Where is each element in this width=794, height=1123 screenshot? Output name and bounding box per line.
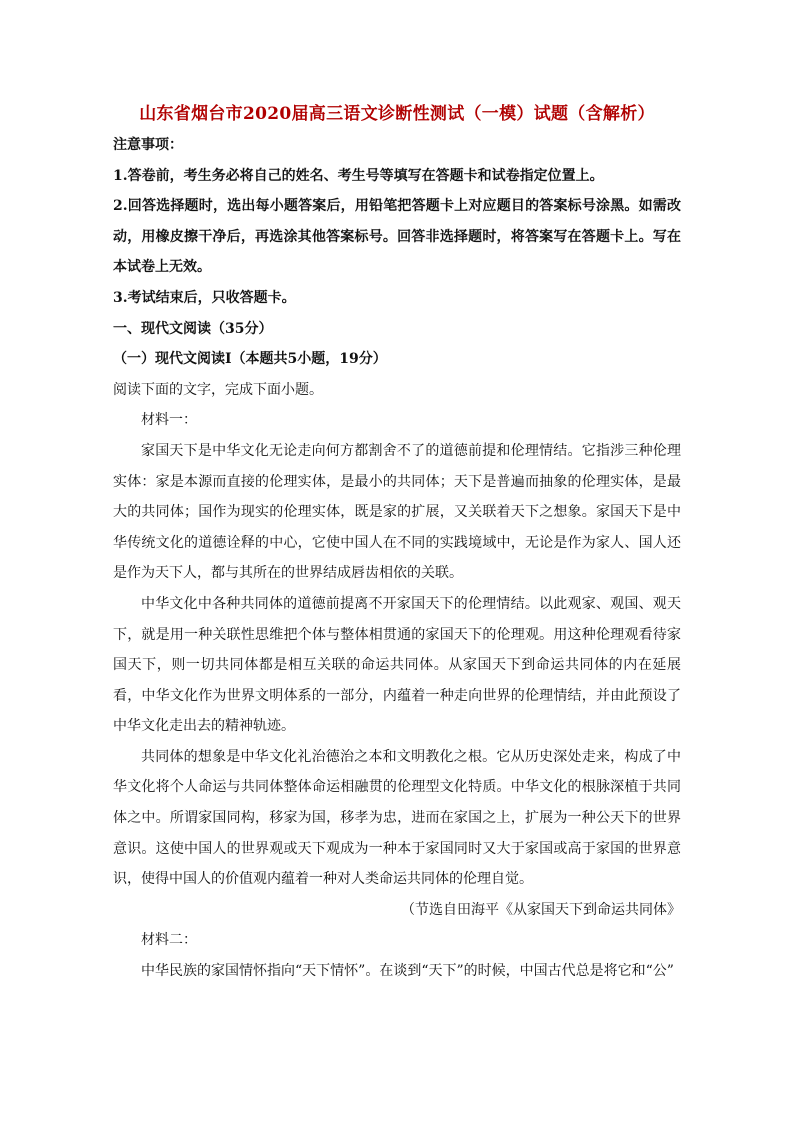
notice-item-1: 1.答卷前，考生务必将自己的姓名、考生号等填写在答题卡和试卷指定位置上。 bbox=[113, 167, 604, 184]
material-one-label: 材料一： bbox=[141, 412, 197, 429]
material-one-source: （节选自田海平《从家国天下到命运共同体》 bbox=[401, 901, 681, 918]
notice-heading: 注意事项： bbox=[113, 137, 183, 153]
material-two-paragraph-1: 中华民族的家国情怀指向“天下情怀”。在谈到“天下”的时候，中国古代总是将它和“公” bbox=[141, 963, 674, 980]
material-two-label: 材料二： bbox=[141, 932, 197, 949]
document-page bbox=[113, 100, 681, 987]
section-heading: 一、现代文阅读（35分） bbox=[113, 320, 273, 337]
material-one-paragraph-1: 家国天下是中华文化无论走向何方都割舍不了的道德前提和伦理情结。它指涉三种伦理实体：家是本源而直接的伦理实体，是最小的共同体；天下是普遍而抽象的伦理实体，是最大的共同体；国作为现实的伦理实体，既是家的扩展，又关联着天下之想象。家国天下是中华传统文化的道德诠释的中心，它使中国人在不同的实践境域中，无论是作为家人、国人还是作为天下人，都与其所在的世界结成唇齿相依的关联。 bbox=[113, 442, 681, 582]
notice-item-2: 2.回答选择题时，选出每小题答案后，用铅笔把答题卡上对应题目的答案标号涂黑。如需改动，用橡皮擦干净后，再选涂其他答案标号。回答非选择题时，将答案写在答题卡上。写在本试卷上无效。 bbox=[113, 198, 681, 276]
material-one-paragraph-2: 中华文化中各种共同体的道德前提离不开家国天下的伦理情结。以此观家、观国、观天下，就是用一种关联性思维把个体与整体相贯通的家国天下的伦理观。用这种伦理观看待家国天下，则一切共同体都是相互关联的命运共同体。从家国天下到命运共同体的内在延展看，中华文化作为世界文明体系的一部分，内蕴着一种走向世界的伦理情结，并由此预设了中华文化走出去的精神轨迹。 bbox=[113, 595, 681, 735]
reading-instruction: 阅读下面的文字，完成下面小题。 bbox=[113, 381, 323, 398]
document-title: 山东省烟台市2020届高三语文诊断性测试（一模）试题（含解析） bbox=[139, 104, 655, 124]
subsection-heading: （一）现代文阅读Ⅰ（本题共5小题，19分） bbox=[113, 351, 387, 368]
notice-item-3: 3.考试结束后，只收答题卡。 bbox=[113, 289, 296, 306]
material-one-paragraph-3: 共同体的想象是中华文化礼治德治之本和文明教化之根。它从历史深处走来，构成了中华文化将个人命运与共同体整体命运相融贯的伦理型文化特质。中华文化的根脉深植于共同体之中。所谓家国同构，移家为国，移孝为忠，进而在家国之上，扩展为一种公天下的世界意识。这使中国人的世界观或天下观成为一种本于家国同时又大于家国或高于家国的世界意识，使得中国人的价值观内蕴着一种对人类命运共同体的伦理自觉。 bbox=[113, 748, 681, 888]
